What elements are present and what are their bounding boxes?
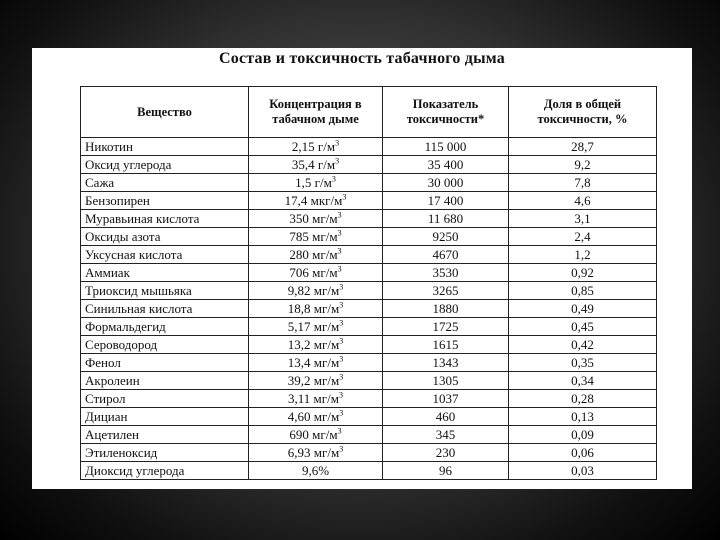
- substance-cell: Триоксид мышьяка: [81, 282, 249, 300]
- unit-superscript: 3: [335, 138, 340, 148]
- substance-cell: Этиленоксид: [81, 444, 249, 462]
- share-cell: 0,03: [509, 462, 657, 480]
- unit-superscript: 3: [337, 210, 342, 220]
- table-row: [81, 300, 657, 318]
- substance-cell: Сероводород: [81, 336, 249, 354]
- substance-cell: Синильная кислота: [81, 300, 249, 318]
- concentration-cell: [249, 444, 383, 462]
- slide: [32, 48, 692, 489]
- table-row: [81, 174, 657, 192]
- unit-superscript: 3: [342, 192, 347, 202]
- unit-superscript: 3: [339, 354, 344, 364]
- table-row: [81, 192, 657, 210]
- unit-superscript: 3: [339, 408, 344, 418]
- concentration-cell: [249, 372, 383, 390]
- table-row: [81, 372, 657, 390]
- concentration-cell: [249, 282, 383, 300]
- unit-superscript: 3: [339, 282, 344, 292]
- concentration-cell: [249, 174, 383, 192]
- unit-superscript: 3: [339, 336, 344, 346]
- toxicity-cell: 345: [383, 426, 509, 444]
- unit-superscript: 3: [337, 246, 342, 256]
- substance-cell: Сажа: [81, 174, 249, 192]
- toxicity-cell: 460: [383, 408, 509, 426]
- concentration-value: 9,6%: [301, 462, 330, 478]
- unit-superscript: 3: [331, 174, 336, 184]
- concentration-value: 2,15 г/м: [291, 138, 336, 154]
- toxicity-cell: 3265: [383, 282, 509, 300]
- share-cell: 0,28: [509, 390, 657, 408]
- table-row: [81, 210, 657, 228]
- table-body: [81, 138, 657, 480]
- substance-cell: Диоксид углерода: [81, 462, 249, 480]
- concentration-value: 6,93 мг/м: [287, 444, 340, 460]
- substance-cell: Оксид углерода: [81, 156, 249, 174]
- concentration-value: 3,11 мг/м: [288, 390, 339, 406]
- concentration-value: 690 мг/м: [289, 426, 338, 442]
- table-header-row: [81, 87, 657, 138]
- substance-cell: Фенол: [81, 354, 249, 372]
- share-cell: 28,7: [509, 138, 657, 156]
- header-concentration: Концентрация в табачном дыме: [249, 87, 383, 138]
- concentration-cell: [249, 354, 383, 372]
- concentration-cell: [249, 210, 383, 228]
- toxicity-cell: 30 000: [383, 174, 509, 192]
- toxicity-cell: 1880: [383, 300, 509, 318]
- table-row: [81, 318, 657, 336]
- concentration-cell: [249, 408, 383, 426]
- substance-cell: Акролеин: [81, 372, 249, 390]
- toxicity-cell: 4670: [383, 246, 509, 264]
- concentration-cell: [249, 426, 383, 444]
- unit-superscript: 3: [339, 444, 344, 454]
- share-cell: 2,4: [509, 228, 657, 246]
- toxicity-cell: 9250: [383, 228, 509, 246]
- unit-superscript: 3: [339, 372, 344, 382]
- unit-superscript: 3: [339, 300, 344, 310]
- share-cell: 9,2: [509, 156, 657, 174]
- concentration-value: 350 мг/м: [289, 210, 338, 226]
- toxicity-cell: 230: [383, 444, 509, 462]
- share-cell: 0,85: [509, 282, 657, 300]
- unit-superscript: 3: [339, 318, 344, 328]
- share-cell: 1,2: [509, 246, 657, 264]
- table-row: [81, 462, 657, 480]
- concentration-cell: [249, 246, 383, 264]
- toxicity-cell: 1615: [383, 336, 509, 354]
- concentration-cell: [249, 228, 383, 246]
- table-row: [81, 156, 657, 174]
- share-cell: 0,06: [509, 444, 657, 462]
- share-cell: 0,45: [509, 318, 657, 336]
- table-row: [81, 228, 657, 246]
- concentration-value: 39,2 мг/м: [287, 372, 340, 388]
- share-cell: 0,49: [509, 300, 657, 318]
- share-cell: 0,13: [509, 408, 657, 426]
- table-row: [81, 408, 657, 426]
- concentration-cell: [249, 336, 383, 354]
- table-row: [81, 336, 657, 354]
- substance-cell: Муравьиная кислота: [81, 210, 249, 228]
- concentration-value: 13,4 мг/м: [287, 354, 340, 370]
- concentration-value: 9,82 мг/м: [287, 282, 340, 298]
- concentration-value: 5,17 мг/м: [287, 318, 340, 334]
- page-title: Состав и токсичность табачного дыма: [219, 50, 505, 67]
- concentration-cell: [249, 192, 383, 210]
- substance-cell: Аммиак: [81, 264, 249, 282]
- table-row: [81, 426, 657, 444]
- unit-superscript: 3: [337, 264, 342, 274]
- toxicity-cell: 1725: [383, 318, 509, 336]
- concentration-value: 785 мг/м: [289, 228, 338, 244]
- concentration-value: 4,60 мг/м: [287, 408, 340, 424]
- unit-superscript: 3: [338, 390, 343, 400]
- table-row: [81, 264, 657, 282]
- toxicity-cell: 35 400: [383, 156, 509, 174]
- concentration-cell: [249, 318, 383, 336]
- header-share: Доля в общей токсичности, %: [509, 87, 657, 138]
- share-cell: 7,8: [509, 174, 657, 192]
- substance-cell: Никотин: [81, 138, 249, 156]
- share-cell: 4,6: [509, 192, 657, 210]
- concentration-value: 13,2 мг/м: [287, 336, 340, 352]
- unit-superscript: 3: [337, 426, 342, 436]
- share-cell: 3,1: [509, 210, 657, 228]
- toxicity-cell: 11 680: [383, 210, 509, 228]
- substance-cell: Уксусная кислота: [81, 246, 249, 264]
- header-toxicity: Показатель токсичности*: [383, 87, 509, 138]
- table-row: [81, 138, 657, 156]
- share-cell: 0,35: [509, 354, 657, 372]
- substance-cell: Оксиды азота: [81, 228, 249, 246]
- header-substance: Вещество: [81, 87, 249, 138]
- toxicity-cell: 3530: [383, 264, 509, 282]
- table-row: [81, 282, 657, 300]
- table-row: [81, 246, 657, 264]
- share-cell: 0,34: [509, 372, 657, 390]
- toxicity-table: [80, 86, 657, 480]
- share-cell: 0,09: [509, 426, 657, 444]
- toxicity-cell: 1037: [383, 390, 509, 408]
- toxicity-cell: 17 400: [383, 192, 509, 210]
- share-cell: 0,92: [509, 264, 657, 282]
- toxicity-cell: 115 000: [383, 138, 509, 156]
- concentration-value: 1,5 г/м: [295, 174, 332, 190]
- concentration-cell: [249, 264, 383, 282]
- concentration-cell: [249, 300, 383, 318]
- concentration-cell: [249, 138, 383, 156]
- unit-superscript: 3: [337, 228, 342, 238]
- substance-cell: Формальдегид: [81, 318, 249, 336]
- concentration-value: 35,4 г/м: [291, 156, 336, 172]
- concentration-cell: [249, 156, 383, 174]
- toxicity-cell: 1343: [383, 354, 509, 372]
- concentration-value: 706 мг/м: [289, 264, 338, 280]
- substance-cell: Стирол: [81, 390, 249, 408]
- toxicity-cell: 1305: [383, 372, 509, 390]
- concentration-cell: [249, 462, 383, 480]
- table-row: [81, 354, 657, 372]
- toxicity-cell: 96: [383, 462, 509, 480]
- substance-cell: Бензопирен: [81, 192, 249, 210]
- table-row: [81, 390, 657, 408]
- concentration-value: 18,8 мг/м: [287, 300, 340, 316]
- share-cell: 0,42: [509, 336, 657, 354]
- unit-superscript: 3: [335, 156, 340, 166]
- concentration-cell: [249, 390, 383, 408]
- substance-cell: Дициан: [81, 408, 249, 426]
- concentration-value: 280 мг/м: [289, 246, 338, 262]
- substance-cell: Ацетилен: [81, 426, 249, 444]
- concentration-value: 17,4 мкг/м: [284, 192, 343, 208]
- table-row: [81, 444, 657, 462]
